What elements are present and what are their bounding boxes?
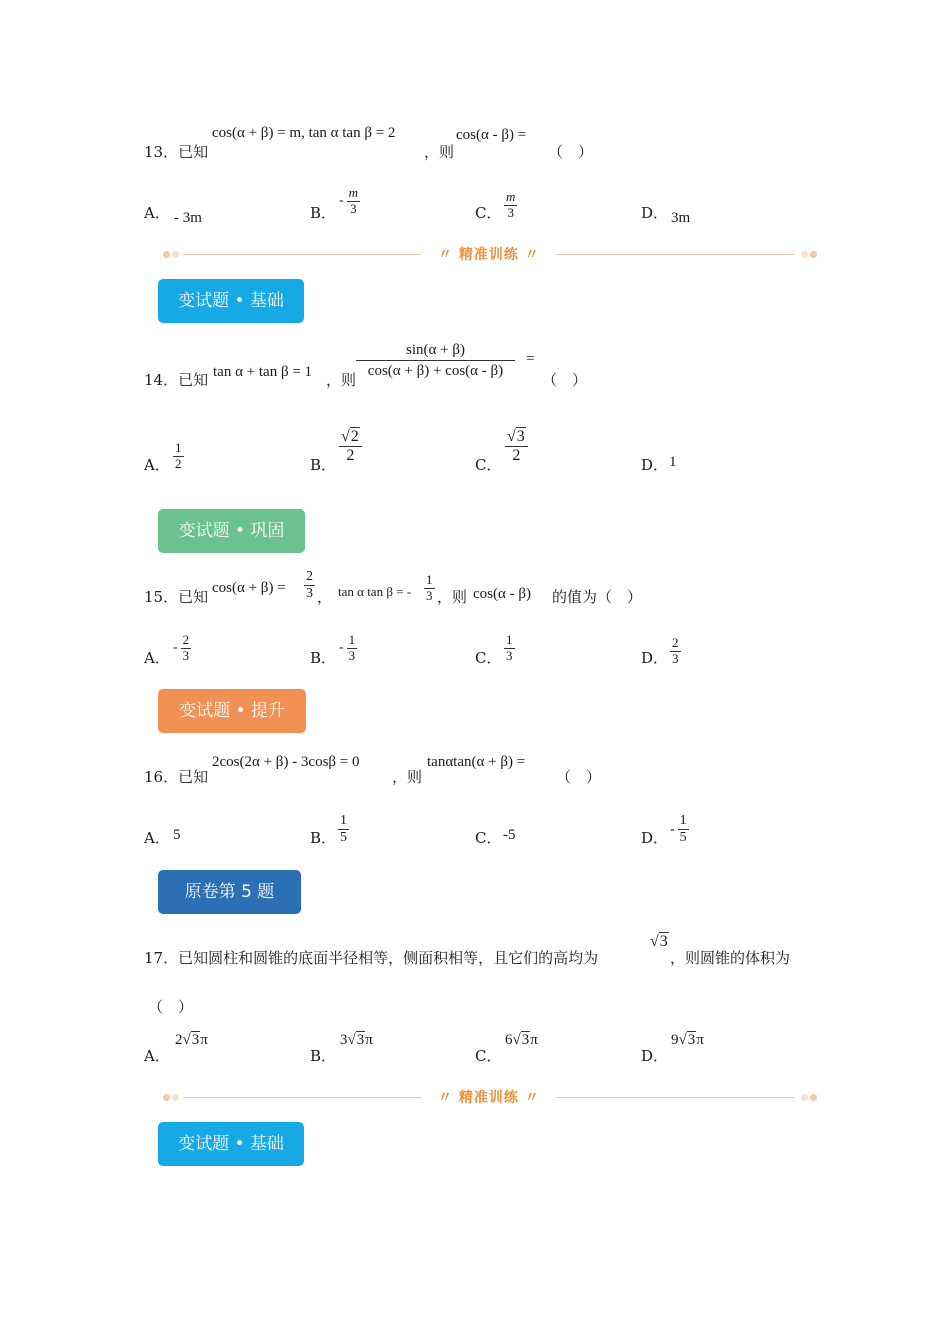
q15-tail: 的值为（ ） <box>552 588 643 606</box>
q17-option-b-value: 3√3π <box>340 1032 373 1048</box>
divider-dot <box>172 251 179 258</box>
q17-option-a-value: 2√3π <box>175 1032 208 1048</box>
section-divider <box>163 248 817 262</box>
q13-option-d-label[interactable]: D． <box>641 204 669 222</box>
divider-dot <box>172 1094 179 1101</box>
q16-number: 16．已知 <box>144 768 209 786</box>
q16-option-a-value: 5 <box>173 827 181 843</box>
q13-option-b-label[interactable]: B． <box>310 204 337 222</box>
q15-comma: ， <box>317 588 333 606</box>
divider-line <box>556 254 794 255</box>
q17-option-a-label[interactable]: A． <box>144 1047 170 1065</box>
q17-option-c-value: 6√3π <box>505 1032 538 1048</box>
q15-fraction-1: $\frac{2}{3}$ <box>306 569 313 602</box>
q13-option-b-value: - $\frac{m}{3}$ <box>339 185 359 216</box>
q13-paren: （ ） <box>548 143 594 161</box>
q16-target: tanαtan(α + β) = <box>427 754 526 770</box>
divider-dot <box>801 1094 808 1101</box>
divider-line <box>183 254 421 255</box>
q16-sep: ，则 <box>392 768 423 786</box>
q14-option-a-value: $\frac{1}{2}$ <box>175 440 182 471</box>
q16-option-d-value: - $\frac{1}{5}$ <box>670 813 687 846</box>
q16-option-b-value: $\frac{1}{5}$ <box>340 813 347 846</box>
q14-option-b-label[interactable]: B． <box>310 456 337 474</box>
q17-option-c-label[interactable]: C． <box>475 1047 502 1065</box>
q15-then: ，则 <box>437 588 468 606</box>
badge-variant-basic: 变试题 • 基础 <box>158 1122 304 1166</box>
q14-paren: （ ） <box>542 371 588 389</box>
q13-option-d-value: 3m <box>671 210 691 226</box>
q14-number: 14．已知 <box>144 371 209 389</box>
divider-dot <box>801 251 808 258</box>
q16-paren: （ ） <box>556 768 602 786</box>
section-divider <box>163 1091 817 1105</box>
q13-sep: ，则 <box>424 143 455 161</box>
q17-text-1: 17．已知圆柱和圆锥的底面半径相等，侧面积相等，且它们的高均为 <box>144 949 599 967</box>
q14-sep: ，则 <box>326 371 357 389</box>
q17-text-2: ，则圆锥的体积为 <box>670 949 791 967</box>
q16-condition: 2cos(2α + β) - 3cosβ = 0 <box>212 754 360 770</box>
divider-dot <box>163 251 170 258</box>
q14-equals: = <box>526 351 535 367</box>
q13-option-a-value: - 3m <box>174 210 202 226</box>
q15-option-b-value: - $\frac{1}{3}$ <box>339 632 356 663</box>
divider-title: 〃 精准训练 〃 <box>438 1090 540 1106</box>
q14-option-d-label[interactable]: D． <box>641 456 669 474</box>
q15-option-c-value: $\frac{1}{3}$ <box>506 632 513 663</box>
q17-option-b-label[interactable]: B． <box>310 1047 337 1065</box>
q16-option-d-label[interactable]: D． <box>641 829 669 847</box>
q14-option-a-label[interactable]: A． <box>144 456 170 474</box>
q14-option-b-value: $\frac{√2}{2}$ <box>339 428 362 466</box>
q15-option-c-label[interactable]: C． <box>475 649 502 667</box>
q15-expr3: cos(α - β) <box>473 586 531 602</box>
q16-option-a-label[interactable]: A． <box>144 829 170 847</box>
q15-expr1: cos(α + β) = <box>212 580 286 596</box>
q15-option-d-label[interactable]: D． <box>641 649 669 667</box>
q14-option-d-value: 1 <box>669 454 677 470</box>
q15-option-b-label[interactable]: B． <box>310 649 337 667</box>
q13-number: 13．已知 <box>144 143 209 161</box>
divider-line <box>183 1097 421 1098</box>
q15-option-a-value: - $\frac{2}{3}$ <box>173 632 190 663</box>
divider-dot <box>163 1094 170 1101</box>
q14-fraction: sin(α + β) cos(α + β) + cos(α - β) <box>356 340 515 382</box>
q13-condition: cos(α + β) = m, tan α tan β = 2 <box>212 125 396 141</box>
q14-option-c-label[interactable]: C． <box>475 456 502 474</box>
q17-option-d-label[interactable]: D． <box>641 1047 669 1065</box>
q15-expr2: tan α tan β = - <box>338 584 412 599</box>
badge-variant-basic: 变试题 • 基础 <box>158 279 304 323</box>
divider-dot <box>810 251 817 258</box>
q17-sqrt-height: √3 <box>650 933 668 950</box>
divider-line <box>556 1097 794 1098</box>
q17-option-d-value: 9√3π <box>671 1032 704 1048</box>
q15-fraction-2: $\frac{1}{3}$ <box>426 572 433 603</box>
q15-option-d-value: $\frac{2}{3}$ <box>672 635 679 666</box>
q13-target: cos(α - β) = <box>456 127 527 143</box>
q17-paren: （ ） <box>148 998 194 1016</box>
badge-variant-consolidate: 变试题 • 巩固 <box>158 509 305 553</box>
badge-variant-advanced: 变试题 • 提升 <box>158 689 306 733</box>
q16-option-c-value: -5 <box>503 827 516 843</box>
q14-condition: tan α + tan β = 1 <box>213 364 313 380</box>
divider-title: 〃 精准训练 〃 <box>438 247 540 263</box>
q16-option-b-label[interactable]: B． <box>310 829 337 847</box>
q14-option-c-value: $\frac{√3}{2}$ <box>505 428 528 466</box>
q13-option-a-label[interactable]: A． <box>144 204 170 222</box>
q15-number: 15．已知 <box>144 588 209 606</box>
badge-original-question: 原卷第 5 题 <box>158 870 301 914</box>
q16-option-c-label[interactable]: C． <box>475 829 502 847</box>
q13-option-c-label[interactable]: C． <box>475 204 502 222</box>
q15-option-a-label[interactable]: A． <box>144 649 170 667</box>
q13-option-c-value: $\frac{m}{3}$ <box>506 189 516 220</box>
divider-dot <box>810 1094 817 1101</box>
